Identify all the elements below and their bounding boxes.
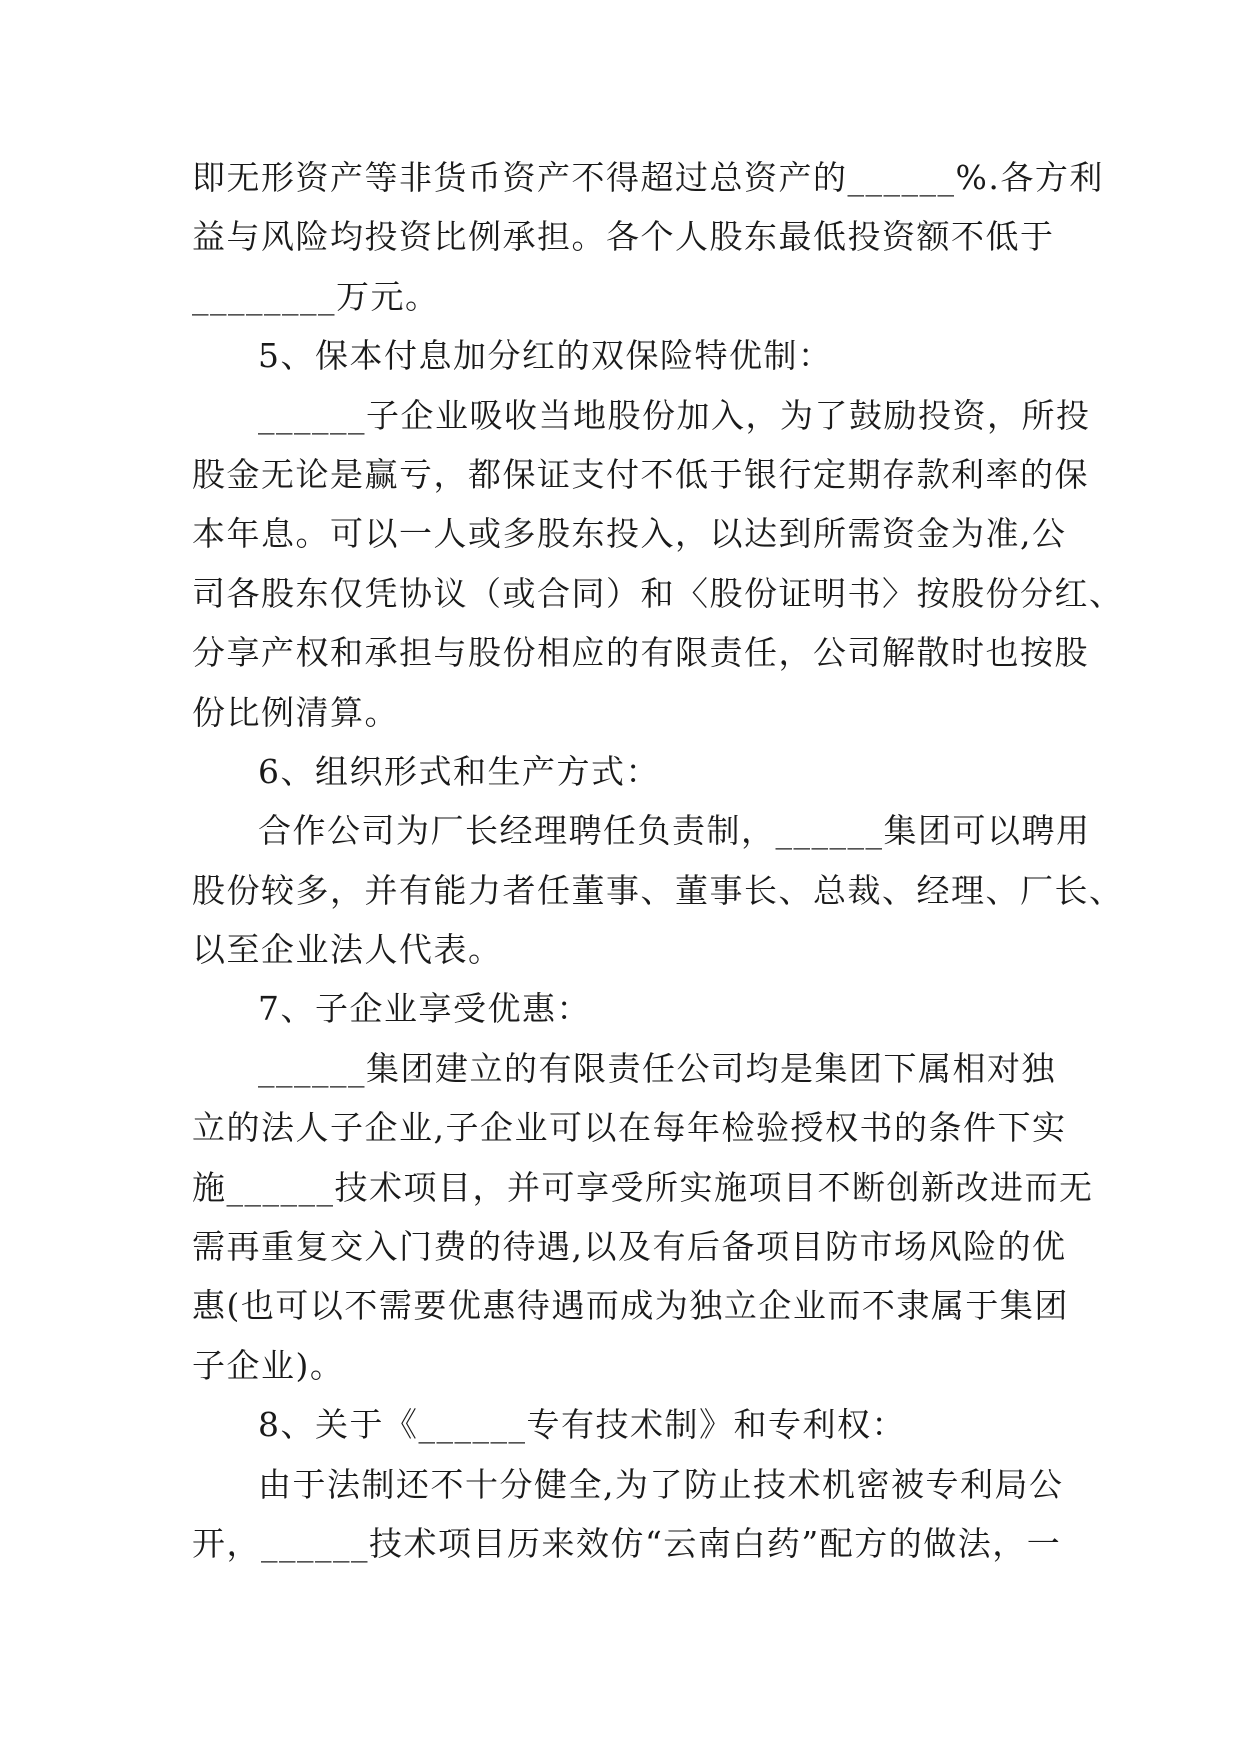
text-line: 开，______技术项目历来效仿“云南白药”配方的做法，一 (192, 1523, 1062, 1563)
document-page (192, 148, 1124, 1573)
paragraph-first-line: ______集团建立的有限责任公司均是集团下属相对独 (258, 1048, 1056, 1088)
text-line: 股金无论是赢亏，都保证支付不低于银行定期存款利率的保 (192, 454, 1089, 494)
text-line: 施______技术项目，并可享受所实施项目不断创新改进而无 (192, 1167, 1094, 1207)
text-line: 本年息。可以一人或多股东投入，以达到所需资金为准,公 (192, 514, 1067, 554)
paragraph-first-line: ______子企业吸收当地股份加入，为了鼓励投资，所投 (258, 395, 1091, 435)
section-heading-5: 5、保本付息加分红的双保险特优制： (258, 336, 833, 376)
text-line: 立的法人子企业,子企业可以在每年检验授权书的条件下实 (192, 1108, 1067, 1148)
text-line: 份比例清算。 (192, 692, 399, 732)
text-line: 惠(也可以不需要优惠待遇而成为独立企业而不隶属于集团 (192, 1286, 1069, 1326)
text-line: ________万元。 (192, 276, 440, 316)
text-line: 子企业)。 (192, 1345, 345, 1385)
text-line: 分享产权和承担与股份相应的有限责任，公司解散时也按股 (192, 633, 1089, 673)
text-line: 司各股东仅凭协议（或合同）和〈股份证明书〉按股份分红、 (192, 573, 1124, 613)
section-heading-7: 7、子企业享受优惠： (258, 989, 591, 1029)
paragraph-first-line: 合作公司为厂长经理聘任负责制，______集团可以聘用 (258, 811, 1091, 851)
text-line: 以至企业法人代表。 (192, 930, 503, 970)
text-line: 即无形资产等非货币资产不得超过总资产的______%.各方利 (192, 158, 1104, 197)
text-line: 益与风险均投资比例承担。各个人股东最低投资额不低于 (192, 217, 1055, 257)
section-heading-8: 8、关于《______专有技术制》和专利权： (258, 1405, 906, 1445)
text-line: 需再重复交入门费的待遇,以及有后备项目防市场风险的优 (192, 1227, 1067, 1267)
text-line: 股份较多，并有能力者任董事、董事长、总裁、经理、厂长、 (192, 870, 1124, 910)
section-heading-6: 6、组织形式和生产方式： (258, 751, 660, 791)
paragraph-first-line: 由于法制还不十分健全,为了防止技术机密被专利局公 (258, 1464, 1064, 1504)
